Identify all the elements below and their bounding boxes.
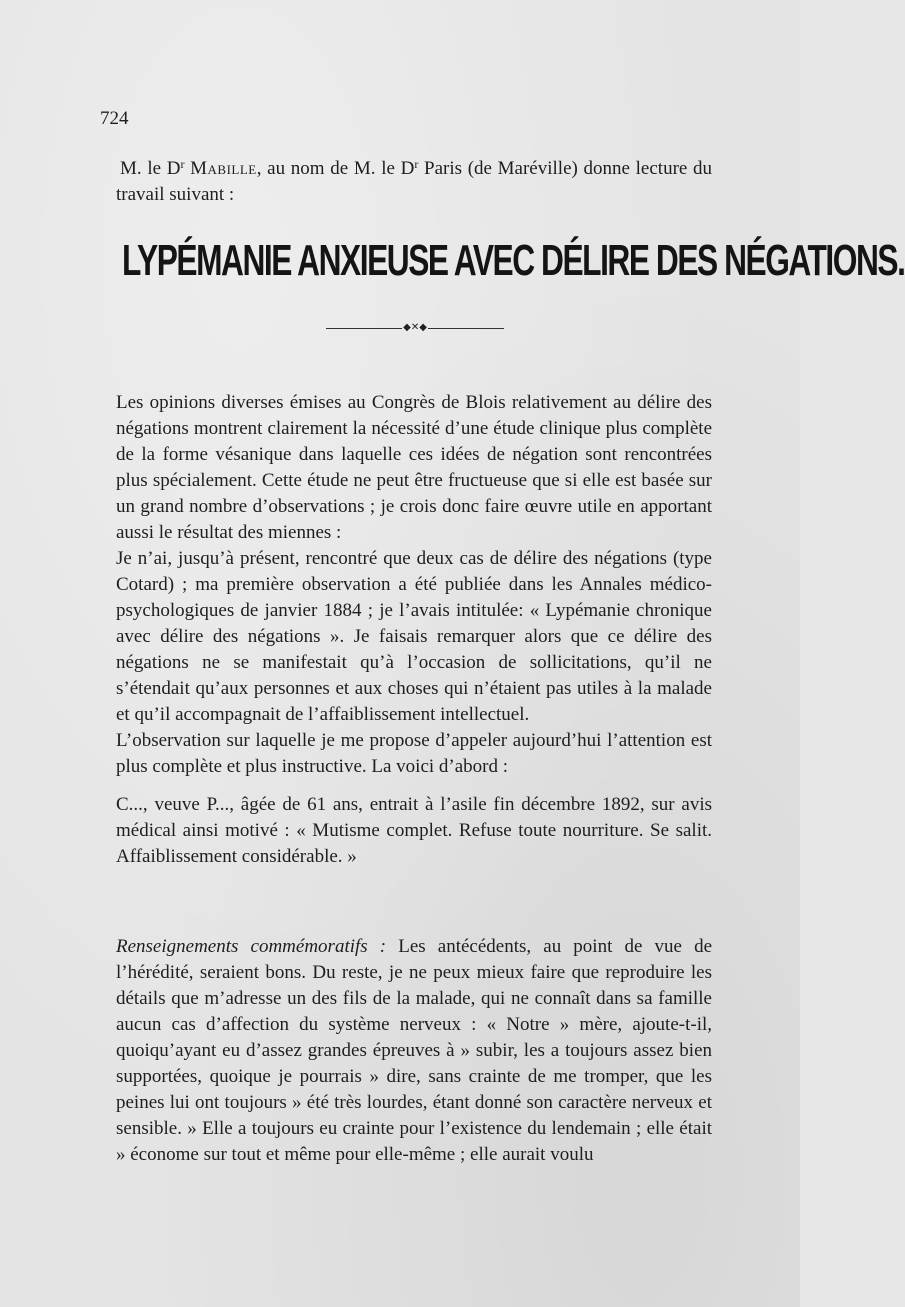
superscript-r: r xyxy=(180,157,185,171)
intro-middle: , au nom de M. le D xyxy=(256,158,415,179)
paragraph-3: L’observation sur laquelle je me propose d’appeler aujourd’hui l’attention est plus complète et plus instructive. La voici d’abord : xyxy=(116,730,712,777)
paragraph-1: Les opinions diverses émises au Congrès de Blois relativement au délire des négations montrent clairement la nécessité d’une étude clinique plus complète de la forme vésanique dans laquelle ces idées de négation sont rencontrées plus spécialement. Cette étude ne peut être fructueuse que si elle est basée sur un grand nombre d’observations ; je crois donc faire œuvre utile en apportant aussi le résultat des miennes : xyxy=(116,392,712,543)
article-title: LYPÉMANIE ANXIEUSE AVEC DÉLIRE DES NÉGATIONS. xyxy=(122,236,905,285)
intro-text xyxy=(116,151,712,208)
page-number: 724 xyxy=(100,108,129,129)
renseignements-text xyxy=(116,934,712,1168)
paragraph-2: Je n’ai, jusqu’à présent, rencontré que deux cas de délire des négations (type Cotard) ; ma première observation a été publiée dans les Annales médico-psychologiques de janvier 1884 ; je l’avais intitulée: « Lypémanie chronique avec délire des négations ». Je faisais remarquer alors que ce délire des négations ne se manifestait qu’à l’occasion de sollicitations, qu’il ne s’étendait qu’aux personnes et aux choses qui n’étaient pas utiles à la malade et qu’il accompagnait de l’affaiblissement intellectuel. xyxy=(116,548,712,725)
intro-prefix: M. le D xyxy=(120,158,181,179)
renseignements-body: Les antécédents, au point de vue de l’hérédité, seraient bons. Du reste, je ne peux mieux faire que reproduire les détails que m’adresse un des fils de la malade, qui ne connaît dans sa famille aucun cas d’affection du système nerveux : « Notre » mère, ajoute-t-il, quoiqu’ayant eu d’assez grandes épreuves à » subir, les a toujours assez bien supportées, quoique je pourrais » dire, sans crainte de me tromper, que les peines lui ont toujours » été très lourdes, étant donné son caractère nerveux et sensible. » Elle a toujours eu crainte pour l’existence du lendemain ; elle était » économe sur tout et même pour elle-même ; elle aurait voulu xyxy=(116,936,713,1165)
section-ornament xyxy=(326,323,504,333)
ornament-center-icon: ◆✕◆ xyxy=(403,322,427,333)
renseignements-label: Renseignements commémoratifs : xyxy=(116,936,387,957)
author-name: Mabille xyxy=(190,158,257,179)
intro-paragraph xyxy=(116,151,712,208)
body-text xyxy=(116,390,712,870)
intro-rest: Paris (de Maréville) donne lecture du travail suivant : xyxy=(116,158,713,205)
ornament-rule-left xyxy=(326,328,402,329)
ornament-rule-right xyxy=(428,328,504,329)
renseignements-paragraph xyxy=(116,934,712,1168)
paragraph-4: C..., veuve P..., âgée de 61 ans, entrait à l’asile fin décembre 1892, sur avis médical ainsi motivé : « Mutisme complet. Refuse toute nourriture. Se salit. Affaiblissement considérable. » xyxy=(116,794,712,867)
superscript-r: r xyxy=(414,157,419,171)
